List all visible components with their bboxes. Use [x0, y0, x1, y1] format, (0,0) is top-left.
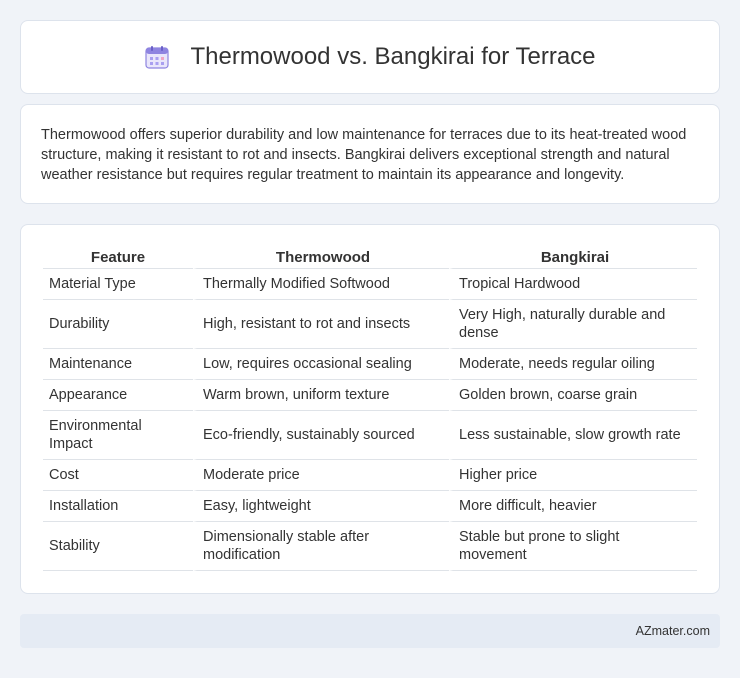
table-row	[43, 300, 697, 349]
cell-feature: Environmental Impact	[43, 411, 193, 460]
table-header-row	[43, 247, 697, 269]
intro-text: Thermowood offers superior durability and low maintenance for terraces due to its heat-treated wood structure, making it resistant to rot and insects. Bangkirai delivers exceptional strength and natural weather resistance but requires regular treatment to maintain its appearance and longevity.	[41, 127, 687, 183]
cell-thermowood: High, resistant to rot and insects	[193, 300, 449, 349]
table-row	[43, 522, 697, 571]
header-card	[20, 20, 720, 94]
cell-bangkirai: Less sustainable, slow growth rate	[449, 411, 697, 460]
cell-feature: Material Type	[43, 269, 193, 300]
page-title: Thermowood vs. Bangkirai for Terrace	[190, 43, 596, 70]
header-thermowood: Thermowood	[193, 247, 449, 269]
table-row	[43, 380, 697, 411]
cell-feature: Appearance	[43, 380, 193, 411]
cell-thermowood: Moderate price	[193, 460, 449, 491]
cell-bangkirai: Tropical Hardwood	[449, 269, 697, 300]
table-row	[43, 460, 697, 491]
table-row	[43, 269, 697, 300]
footer-source-link[interactable]: AZmater.com	[635, 624, 710, 638]
cell-thermowood: Dimensionally stable after modification	[193, 522, 449, 571]
cell-feature: Cost	[43, 460, 193, 491]
cell-thermowood: Easy, lightweight	[193, 491, 449, 522]
cell-bangkirai: Stable but prone to slight movement	[449, 522, 697, 571]
header-feature: Feature	[43, 247, 193, 269]
cell-bangkirai: More difficult, heavier	[449, 491, 697, 522]
table-row	[43, 349, 697, 380]
cell-thermowood: Eco-friendly, sustainably sourced	[193, 411, 449, 460]
table-row	[43, 491, 697, 522]
cell-feature: Maintenance	[43, 349, 193, 380]
comparison-table	[43, 247, 697, 571]
cell-feature: Stability	[43, 522, 193, 571]
calendar-icon	[144, 44, 170, 70]
cell-bangkirai: Golden brown, coarse grain	[449, 380, 697, 411]
cell-bangkirai: Moderate, needs regular oiling	[449, 349, 697, 380]
footer-bar	[20, 614, 720, 648]
table-row	[43, 411, 697, 460]
cell-feature: Installation	[43, 491, 193, 522]
intro-card	[20, 104, 720, 204]
cell-thermowood: Low, requires occasional sealing	[193, 349, 449, 380]
cell-thermowood: Thermally Modified Softwood	[193, 269, 449, 300]
title-wrap	[144, 43, 595, 71]
cell-feature: Durability	[43, 300, 193, 349]
cell-bangkirai: Very High, naturally durable and dense	[449, 300, 697, 349]
header-bangkirai: Bangkirai	[449, 247, 697, 269]
cell-bangkirai: Higher price	[449, 460, 697, 491]
cell-thermowood: Warm brown, uniform texture	[193, 380, 449, 411]
comparison-table-card	[20, 224, 720, 594]
